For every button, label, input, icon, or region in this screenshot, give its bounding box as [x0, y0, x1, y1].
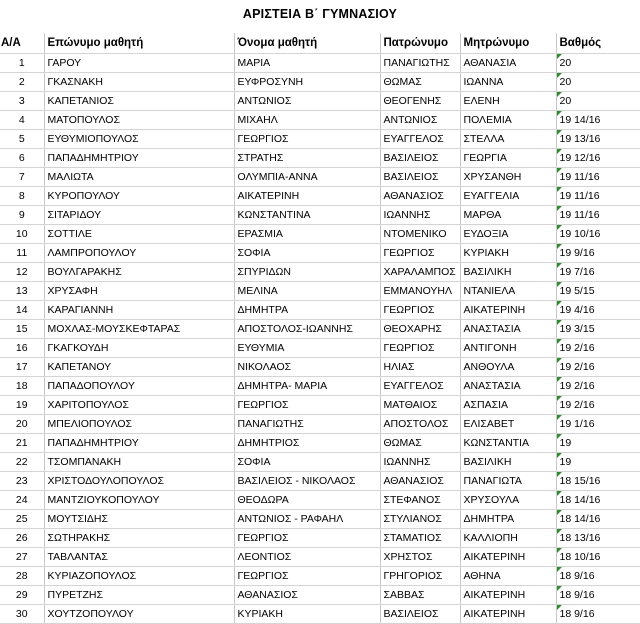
table-row: [0, 111, 640, 130]
table-row: [0, 377, 640, 396]
mother-name-cell: ΑΝΘΟΥΛΑ: [460, 358, 556, 377]
table-row: [0, 491, 640, 510]
grade-cell: 18 13/16: [556, 529, 640, 548]
surname-cell: ΧΑΡΙΤΟΠΟΥΛΟΣ: [44, 396, 234, 415]
grade-cell: 19 2/16: [556, 377, 640, 396]
row-number: 9: [0, 206, 44, 225]
page-title: ΑΡΙΣΤΕΙΑ Β΄ ΓΥΜΝΑΣΙΟΥ: [242, 7, 398, 21]
row-number: 21: [0, 434, 44, 453]
header-first-name: Όνομα μαθητή: [234, 33, 380, 54]
surname-cell: ΜΠΕΛΙΟΠΟΥΛΟΣ: [44, 415, 234, 434]
row-number: 25: [0, 510, 44, 529]
father-name-cell: ΜΑΤΘΑΙΟΣ: [380, 396, 460, 415]
first-name-cell: ΜΕΛΙΝΑ: [234, 282, 380, 301]
table-row: [0, 510, 640, 529]
table-row: [0, 567, 640, 586]
grade-cell: 19 12/16: [556, 149, 640, 168]
table-row: [0, 472, 640, 491]
first-name-cell: ΔΗΜΗΤΡΑ: [234, 301, 380, 320]
father-name-cell: ΘΕΟΓΕΝΗΣ: [380, 92, 460, 111]
surname-cell: ΚΥΡΙΑΖΟΠΟΥΛΟΣ: [44, 567, 234, 586]
surname-cell: ΣΩΤΗΡΑΚΗΣ: [44, 529, 234, 548]
grade-cell: 19 5/15: [556, 282, 640, 301]
table-row: [0, 529, 640, 548]
first-name-cell: ΔΗΜΗΤΡΑ- ΜΑΡΙΑ: [234, 377, 380, 396]
mother-name-cell: ΒΑΣΙΛΙΚΗ: [460, 453, 556, 472]
surname-cell: ΣΙΤΑΡΙΔΟΥ: [44, 206, 234, 225]
row-number: 7: [0, 168, 44, 187]
grade-cell: 18 9/16: [556, 567, 640, 586]
table-row: [0, 73, 640, 92]
surname-cell: ΓΚΑΓΚΟΥΔΗ: [44, 339, 234, 358]
mother-name-cell: ΑΝΑΣΤΑΣΙΑ: [460, 320, 556, 339]
grade-cell: 19: [556, 453, 640, 472]
first-name-cell: ΑΙΚΑΤΕΡΙΝΗ: [234, 187, 380, 206]
first-name-cell: ΔΗΜΗΤΡΙΟΣ: [234, 434, 380, 453]
grade-cell: 19 11/16: [556, 206, 640, 225]
surname-cell: ΛΑΜΠΡΟΠΟΥΛΟΥ: [44, 244, 234, 263]
father-name-cell: ΓΕΩΡΓΙΟΣ: [380, 244, 460, 263]
father-name-cell: ΣΤΑΜΑΤΙΟΣ: [380, 529, 460, 548]
surname-cell: ΧΡΥΣΑΦΗ: [44, 282, 234, 301]
father-name-cell: ΑΘΑΝΑΣΙΟΣ: [380, 472, 460, 491]
father-name-cell: ΓΡΗΓΟΡΙΟΣ: [380, 567, 460, 586]
surname-cell: ΜΟΧΛΑΣ-ΜΟΥΣΚΕΦΤΑΡΑΣ: [44, 320, 234, 339]
row-number: 23: [0, 472, 44, 491]
father-name-cell: ΒΑΣΙΛΕΙΟΣ: [380, 605, 460, 624]
father-name-cell: ΧΑΡΑΛΑΜΠΟΣ: [380, 263, 460, 282]
mother-name-cell: ΓΕΩΡΓΙΑ: [460, 149, 556, 168]
row-number: 5: [0, 130, 44, 149]
first-name-cell: ΓΕΩΡΓΙΟΣ: [234, 130, 380, 149]
mother-name-cell: ΕΥΑΓΓΕΛΙΑ: [460, 187, 556, 206]
table-header-row: [0, 33, 640, 54]
row-number: 27: [0, 548, 44, 567]
row-number: 30: [0, 605, 44, 624]
header-aa: Α/Α: [0, 33, 44, 54]
first-name-cell: ΣΠΥΡΙΔΩΝ: [234, 263, 380, 282]
mother-name-cell: ΑΘΑΝΑΣΙΑ: [460, 54, 556, 73]
grade-cell: 19 1/16: [556, 415, 640, 434]
table-row: [0, 434, 640, 453]
first-name-cell: ΑΝΤΩΝΙΟΣ: [234, 92, 380, 111]
father-name-cell: ΒΑΣΙΛΕΙΟΣ: [380, 168, 460, 187]
first-name-cell: ΕΡΑΣΜΙΑ: [234, 225, 380, 244]
first-name-cell: ΑΠΟΣΤΟΛΟΣ-ΙΩΑΝΝΗΣ: [234, 320, 380, 339]
row-number: 2: [0, 73, 44, 92]
mother-name-cell: ΑΝΑΣΤΑΣΙΑ: [460, 377, 556, 396]
table-row: [0, 396, 640, 415]
first-name-cell: ΑΘΑΝΑΣΙΟΣ: [234, 586, 380, 605]
row-number: 14: [0, 301, 44, 320]
header-father-name: Πατρώνυμο: [380, 33, 460, 54]
father-name-cell: ΑΝΤΩΝΙΟΣ: [380, 111, 460, 130]
mother-name-cell: ΕΛΙΣΑΒΕΤ: [460, 415, 556, 434]
father-name-cell: ΙΩΑΝΝΗΣ: [380, 453, 460, 472]
surname-cell: ΠΑΠΑΔΗΜΗΤΡΙΟΥ: [44, 434, 234, 453]
surname-cell: ΚΑΠΕΤΑΝΙΟΣ: [44, 92, 234, 111]
mother-name-cell: ΑΙΚΑΤΕΡΙΝΗ: [460, 301, 556, 320]
mother-name-cell: ΚΩΝΣΤΑΝΤΙΑ: [460, 434, 556, 453]
father-name-cell: ΓΕΩΡΓΙΟΣ: [380, 339, 460, 358]
grade-cell: 20: [556, 92, 640, 111]
grade-cell: 19 14/16: [556, 111, 640, 130]
father-name-cell: ΕΥΑΓΓΕΛΟΣ: [380, 377, 460, 396]
grade-cell: 18 14/16: [556, 510, 640, 529]
mother-name-cell: ΕΥΔΟΞΙΑ: [460, 225, 556, 244]
surname-cell: ΒΟΥΛΓΑΡΑΚΗΣ: [44, 263, 234, 282]
table-row: [0, 548, 640, 567]
table-row: [0, 453, 640, 472]
grade-cell: 19 2/16: [556, 396, 640, 415]
table-row: [0, 358, 640, 377]
grade-cell: 19 2/16: [556, 358, 640, 377]
surname-cell: ΠΑΠΑΔΗΜΗΤΡΙΟΥ: [44, 149, 234, 168]
grade-cell: 20: [556, 54, 640, 73]
mother-name-cell: ΜΑΡΘΑ: [460, 206, 556, 225]
table-row: [0, 415, 640, 434]
table-row: [0, 301, 640, 320]
mother-name-cell: ΑΝΤΙΓΟΝΗ: [460, 339, 556, 358]
grade-cell: 19 4/16: [556, 301, 640, 320]
surname-cell: ΧΡΙΣΤΟΔΟΥΛΟΠΟΥΛΟΣ: [44, 472, 234, 491]
row-number: 19: [0, 396, 44, 415]
grade-cell: 19 13/16: [556, 130, 640, 149]
surname-cell: ΜΑΤΟΠΟΥΛΟΣ: [44, 111, 234, 130]
table-row: [0, 320, 640, 339]
father-name-cell: ΑΠΟΣΤΟΛΟΣ: [380, 415, 460, 434]
father-name-cell: ΘΩΜΑΣ: [380, 434, 460, 453]
first-name-cell: ΣΟΦΙΑ: [234, 453, 380, 472]
grade-cell: 18 9/16: [556, 586, 640, 605]
grade-cell: 19 11/16: [556, 168, 640, 187]
table-row: [0, 263, 640, 282]
grade-cell: 18 9/16: [556, 605, 640, 624]
mother-name-cell: ΧΡΥΣΑΝΘΗ: [460, 168, 556, 187]
row-number: 4: [0, 111, 44, 130]
father-name-cell: ΘΕΟΧΑΡΗΣ: [380, 320, 460, 339]
table-row: [0, 282, 640, 301]
mother-name-cell: ΙΩΑΝΝΑ: [460, 73, 556, 92]
row-number: 28: [0, 567, 44, 586]
grade-cell: 18 15/16: [556, 472, 640, 491]
table-row: [0, 605, 640, 624]
honors-table: [0, 33, 640, 624]
row-number: 22: [0, 453, 44, 472]
surname-cell: ΚΥΡΟΠΟΥΛΟΥ: [44, 187, 234, 206]
first-name-cell: ΓΕΩΡΓΙΟΣ: [234, 529, 380, 548]
first-name-cell: ΣΟΦΙΑ: [234, 244, 380, 263]
mother-name-cell: ΕΛΕΝΗ: [460, 92, 556, 111]
table-row: [0, 206, 640, 225]
header-grade: Βαθμός: [556, 33, 640, 54]
grade-cell: 19 9/16: [556, 244, 640, 263]
first-name-cell: ΓΕΩΡΓΙΟΣ: [234, 567, 380, 586]
surname-cell: ΚΑΡΑΓΙΑΝΝΗ: [44, 301, 234, 320]
table-row: [0, 586, 640, 605]
row-number: 8: [0, 187, 44, 206]
grade-cell: 19 11/16: [556, 187, 640, 206]
row-number: 20: [0, 415, 44, 434]
surname-cell: ΤΑΒΛΑΝΤΑΣ: [44, 548, 234, 567]
table-row: [0, 92, 640, 111]
grade-cell: 19 3/15: [556, 320, 640, 339]
row-number: 6: [0, 149, 44, 168]
surname-cell: ΕΥΘΥΜΙΟΠΟΥΛΟΣ: [44, 130, 234, 149]
father-name-cell: ΝΤΟΜΕΝΙΚΟ: [380, 225, 460, 244]
mother-name-cell: ΚΑΛΛΙΟΠΗ: [460, 529, 556, 548]
row-number: 11: [0, 244, 44, 263]
surname-cell: ΓΑΡΟΥ: [44, 54, 234, 73]
surname-cell: ΜΟΥΤΣΙΔΗΣ: [44, 510, 234, 529]
first-name-cell: ΟΛΥΜΠΙΑ-ΑΝΝΑ: [234, 168, 380, 187]
father-name-cell: ΣΤΥΛΙΑΝΟΣ: [380, 510, 460, 529]
father-name-cell: ΙΩΑΝΝΗΣ: [380, 206, 460, 225]
first-name-cell: ΕΥΘΥΜΙΑ: [234, 339, 380, 358]
table-row: [0, 187, 640, 206]
grade-cell: 19 10/16: [556, 225, 640, 244]
mother-name-cell: ΠΟΛΕΜΙΑ: [460, 111, 556, 130]
father-name-cell: ΗΛΙΑΣ: [380, 358, 460, 377]
header-surname: Επώνυμο μαθητή: [44, 33, 234, 54]
first-name-cell: ΘΕΟΔΩΡΑ: [234, 491, 380, 510]
surname-cell: ΜΑΛΙΩΤΑ: [44, 168, 234, 187]
table-row: [0, 225, 640, 244]
mother-name-cell: ΧΡΥΣΟΥΛΑ: [460, 491, 556, 510]
mother-name-cell: ΑΘΗΝΑ: [460, 567, 556, 586]
first-name-cell: ΜΑΡΙΑ: [234, 54, 380, 73]
grade-cell: 19 2/16: [556, 339, 640, 358]
mother-name-cell: ΝΤΑΝΙΕΛΑ: [460, 282, 556, 301]
row-number: 12: [0, 263, 44, 282]
father-name-cell: ΣΑΒΒΑΣ: [380, 586, 460, 605]
first-name-cell: ΝΙΚΟΛΑΟΣ: [234, 358, 380, 377]
grade-cell: 18 10/16: [556, 548, 640, 567]
mother-name-cell: ΠΑΝΑΓΙΩΤΑ: [460, 472, 556, 491]
surname-cell: ΠΑΠΑΔΟΠΟΥΛΟΥ: [44, 377, 234, 396]
surname-cell: ΚΑΠΕΤΑΝΟΥ: [44, 358, 234, 377]
father-name-cell: ΣΤΕΦΑΝΟΣ: [380, 491, 460, 510]
father-name-cell: ΑΘΑΝΑΣΙΟΣ: [380, 187, 460, 206]
table-row: [0, 339, 640, 358]
surname-cell: ΧΟΥΤΖΟΠΟΥΛΟΥ: [44, 605, 234, 624]
row-number: 10: [0, 225, 44, 244]
surname-cell: ΣΟΤΤΙΛΕ: [44, 225, 234, 244]
mother-name-cell: ΑΙΚΑΤΕΡΙΝΗ: [460, 586, 556, 605]
row-number: 17: [0, 358, 44, 377]
surname-cell: ΠΥΡΕΤΖΗΣ: [44, 586, 234, 605]
table-body: [0, 54, 640, 624]
father-name-cell: ΕΥΑΓΓΕΛΟΣ: [380, 130, 460, 149]
grade-cell: 19 7/16: [556, 263, 640, 282]
row-number: 16: [0, 339, 44, 358]
grade-cell: 19: [556, 434, 640, 453]
row-number: 3: [0, 92, 44, 111]
table-row: [0, 168, 640, 187]
row-number: 15: [0, 320, 44, 339]
father-name-cell: ΓΕΩΡΓΙΟΣ: [380, 301, 460, 320]
first-name-cell: ΓΕΩΡΓΙΟΣ: [234, 396, 380, 415]
father-name-cell: ΘΩΜΑΣ: [380, 73, 460, 92]
mother-name-cell: ΑΙΚΑΤΕΡΙΝΗ: [460, 605, 556, 624]
first-name-cell: ΠΑΝΑΓΙΩΤΗΣ: [234, 415, 380, 434]
table-row: [0, 244, 640, 263]
mother-name-cell: ΑΣΠΑΣΙΑ: [460, 396, 556, 415]
row-number: 18: [0, 377, 44, 396]
father-name-cell: ΒΑΣΙΛΕΙΟΣ: [380, 149, 460, 168]
table-row: [0, 54, 640, 73]
father-name-cell: ΧΡΗΣΤΟΣ: [380, 548, 460, 567]
mother-name-cell: ΚΥΡΙΑΚΗ: [460, 244, 556, 263]
father-name-cell: ΠΑΝΑΓΙΩΤΗΣ: [380, 54, 460, 73]
first-name-cell: ΣΤΡΑΤΗΣ: [234, 149, 380, 168]
surname-cell: ΓΚΑΣΝΑΚΗ: [44, 73, 234, 92]
header-mother-name: Μητρώνυμο: [460, 33, 556, 54]
table-row: [0, 130, 640, 149]
grade-cell: 20: [556, 73, 640, 92]
surname-cell: ΜΑΝΤΖΙΟΥΚΟΠΟΥΛΟΥ: [44, 491, 234, 510]
mother-name-cell: ΒΑΣΙΛΙΚΗ: [460, 263, 556, 282]
surname-cell: ΤΣΟΜΠΑΝΑΚΗ: [44, 453, 234, 472]
first-name-cell: ΒΑΣΙΛΕΙΟΣ - ΝΙΚΟΛΑΟΣ: [234, 472, 380, 491]
row-number: 13: [0, 282, 44, 301]
first-name-cell: ΚΥΡΙΑΚΗ: [234, 605, 380, 624]
first-name-cell: ΜΙΧΑΗΛ: [234, 111, 380, 130]
row-number: 29: [0, 586, 44, 605]
first-name-cell: ΕΥΦΡΟΣΥΝΗ: [234, 73, 380, 92]
father-name-cell: ΕΜΜΑΝΟΥΗΛ: [380, 282, 460, 301]
row-number: 1: [0, 54, 44, 73]
mother-name-cell: ΑΙΚΑΤΕΡΙΝΗ: [460, 548, 556, 567]
mother-name-cell: ΣΤΕΛΛΑ: [460, 130, 556, 149]
first-name-cell: ΑΝΤΩΝΙΟΣ - ΡΑΦΑΗΛ: [234, 510, 380, 529]
mother-name-cell: ΔΗΜΗΤΡΑ: [460, 510, 556, 529]
row-number: 24: [0, 491, 44, 510]
grade-cell: 18 14/16: [556, 491, 640, 510]
row-number: 26: [0, 529, 44, 548]
first-name-cell: ΚΩΝΣΤΑΝΤΙΝΑ: [234, 206, 380, 225]
table-row: [0, 149, 640, 168]
first-name-cell: ΛΕΟΝΤΙΟΣ: [234, 548, 380, 567]
